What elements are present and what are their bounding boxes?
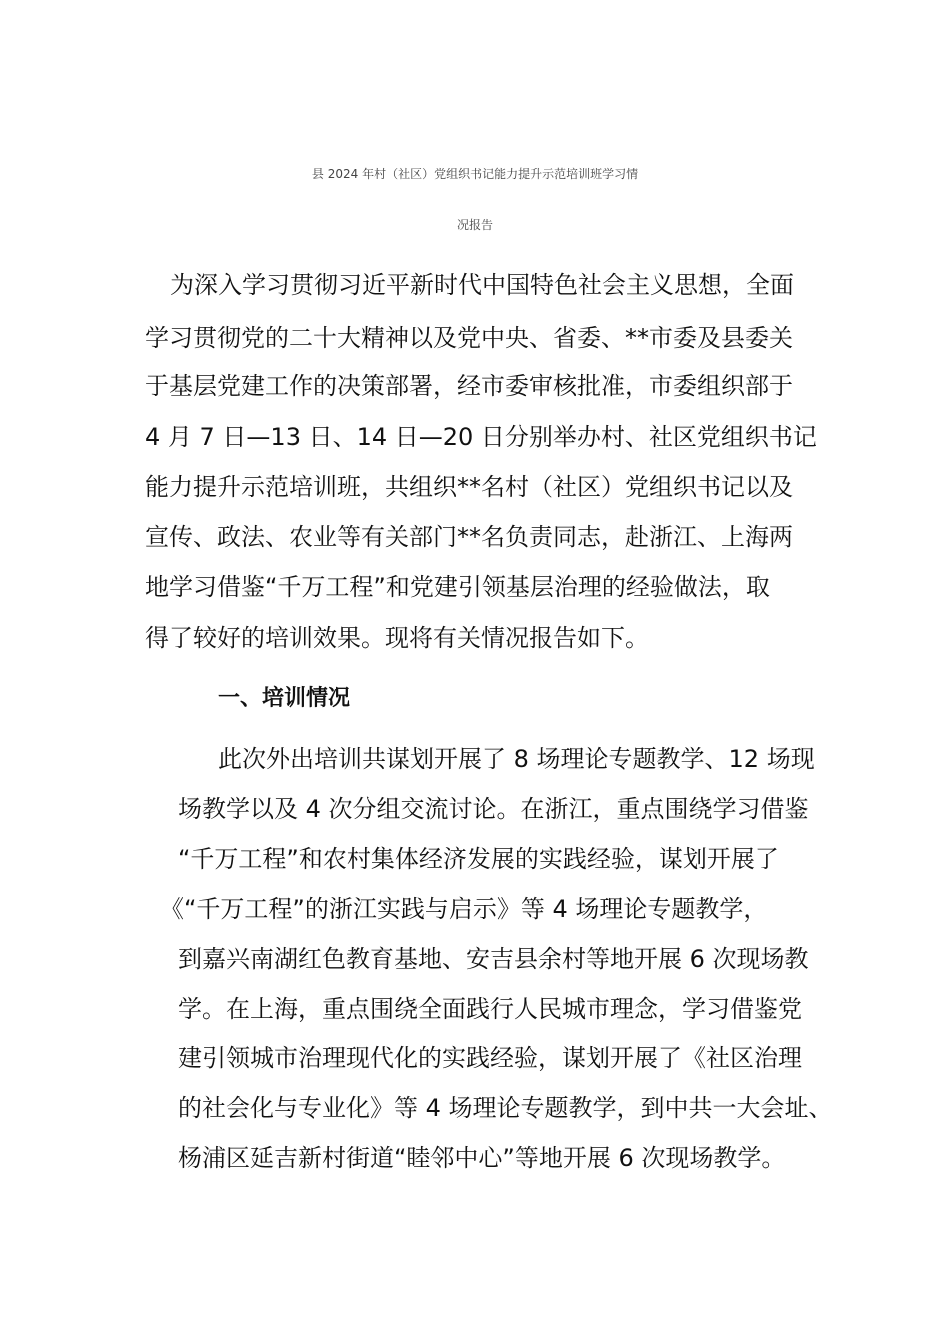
section-1-line-7: 建引领城市治理现代化的实践经验，谋划开展了《社区治理 (178, 1044, 802, 1072)
section-1-line-1: 此次外出培训共谋划开展了 8 场理论专题教学、12 场现 (218, 745, 815, 773)
document-title-line-2: 况报告 (456, 218, 493, 232)
intro-line-2: 学习贯彻党的二十大精神以及党中央、省委、**市委及县委关 (145, 324, 793, 352)
section-1-line-4: 《“千万工程”的浙江实践与启示》等 4 场理论专题教学， (160, 895, 768, 923)
section-1-line-5: 到嘉兴南湖红色教育基地、安吉县余村等地开展 6 次现场教 (178, 945, 809, 973)
intro-line-6: 宣传、政法、农业等有关部门**名负责同志，赴浙江、上海两 (145, 523, 793, 551)
section-1-line-6: 学。在上海，重点围绕全面践行人民城市理念，学习借鉴党 (178, 995, 802, 1023)
section-1-line-2: 场教学以及 4 次分组交流讨论。在浙江，重点围绕学习借鉴 (178, 795, 809, 823)
section-1-heading: 一、培训情况 (218, 686, 351, 711)
intro-line-5: 能力提升示范培训班，共组织**名村（社区）党组织书记以及 (145, 473, 793, 501)
intro-line-7: 地学习借鉴“千万工程”和党建引领基层治理的经验做法，取 (145, 573, 770, 601)
intro-line-8: 得了较好的培训效果。现将有关情况报告如下。 (145, 624, 649, 652)
section-1-line-8: 的社会化与专业化》等 4 场理论专题教学，到中共一大会址、 (178, 1094, 833, 1122)
intro-line-4: 4 月 7 日—13 日、14 日—20 日分别举办村、社区党组织书记 (145, 423, 817, 451)
intro-line-3: 于基层党建工作的决策部署，经市委审核批准，市委组织部于 (145, 372, 793, 400)
section-1-line-9: 杨浦区延吉新村街道“睦邻中心”等地开展 6 次现场教学。 (178, 1144, 786, 1172)
section-1-line-3: “千万工程”和农村集体经济发展的实践经验，谋划开展了 (178, 845, 779, 873)
document-title-line-1: 县 2024 年村（社区）党组织书记能力提升示范培训班学习情 (311, 167, 639, 181)
intro-line-1: 为深入学习贯彻习近平新时代中国特色社会主义思想，全面 (170, 271, 794, 299)
